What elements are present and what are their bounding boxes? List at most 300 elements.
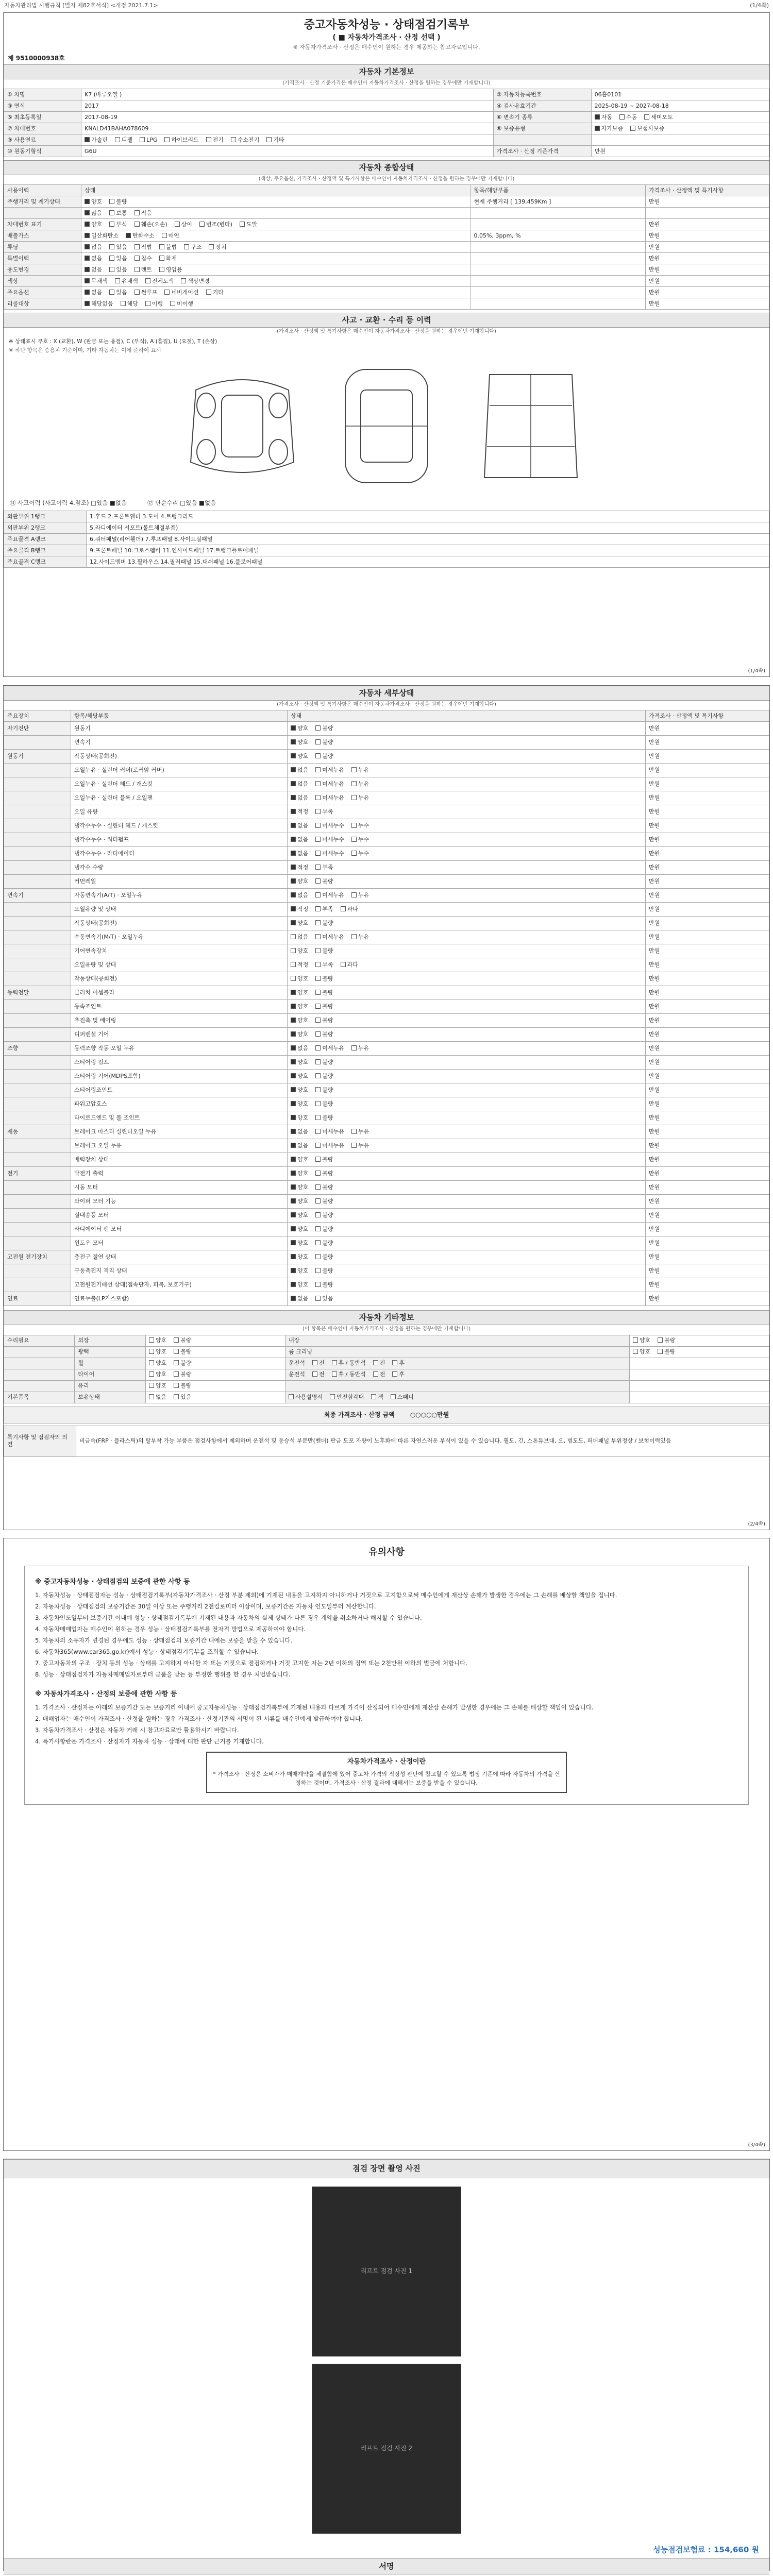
checkbox[interactable] <box>633 1349 638 1354</box>
checkbox[interactable] <box>149 1383 154 1388</box>
checkbox[interactable] <box>291 1018 296 1023</box>
item-label: 주요옵션 <box>4 287 81 298</box>
device-group <box>4 777 71 791</box>
checkbox[interactable] <box>351 1129 357 1134</box>
other-cell: 양호 불량 <box>145 1369 285 1380</box>
section-accident-note: (가격조사 · 산정액 및 특기사항은 매수인이 자동차가격조사 · 산정을 원하는 경우에만 기재합니다) <box>277 329 496 334</box>
field-label <box>493 134 591 146</box>
checkbox[interactable] <box>315 906 321 911</box>
checkbox[interactable] <box>109 256 114 261</box>
checkbox[interactable] <box>85 137 90 142</box>
device-part: 냉각수 수량 <box>71 861 288 875</box>
insurance-fee: 성능점검보험료 : 154,660 원 <box>653 2545 759 2554</box>
car-side-diagram <box>180 359 304 493</box>
page-1-number: (1/4쪽) <box>748 668 765 674</box>
device-group <box>4 1209 71 1223</box>
checkbox[interactable] <box>373 1371 378 1377</box>
device-state: 없음 미세누유 누유 <box>288 764 646 777</box>
checkbox[interactable] <box>209 244 214 249</box>
checkbox[interactable] <box>315 1226 321 1231</box>
checkbox[interactable] <box>291 865 296 870</box>
table-row <box>4 1209 769 1223</box>
checkbox[interactable] <box>315 1059 321 1064</box>
other-cell <box>4 1369 75 1380</box>
checkbox[interactable] <box>289 1394 294 1399</box>
checkbox[interactable] <box>291 823 296 828</box>
device-state: 양호 불량 <box>288 1209 646 1223</box>
notice-list-2 <box>35 1703 738 1747</box>
table-row <box>4 986 769 1000</box>
checkbox[interactable] <box>291 809 296 814</box>
checkbox[interactable] <box>121 301 126 306</box>
checkbox[interactable] <box>315 920 321 925</box>
device-part: 기어변속장치 <box>71 944 288 958</box>
device-part: 작동상태(공회전) <box>71 750 288 764</box>
checkbox[interactable] <box>312 1360 317 1365</box>
checkbox[interactable] <box>315 795 321 800</box>
checkbox[interactable] <box>135 267 140 272</box>
checkbox[interactable] <box>351 892 357 897</box>
checkbox[interactable] <box>115 278 120 283</box>
checkbox[interactable] <box>164 290 170 295</box>
checkbox[interactable] <box>170 301 175 306</box>
checkbox[interactable] <box>206 290 211 295</box>
checkbox[interactable] <box>174 1337 179 1343</box>
table-row <box>4 805 769 819</box>
item-price: 만원 <box>646 287 769 298</box>
other-cell: 보유상태 <box>75 1392 145 1403</box>
table-row <box>4 1111 769 1125</box>
device-part: 스티어링 기어(MDPS포함) <box>71 1070 288 1083</box>
checkbox[interactable] <box>391 1394 396 1399</box>
device-state: 없음 미세누유 누유 <box>288 1042 646 1056</box>
checkbox[interactable] <box>164 137 170 142</box>
checkbox[interactable] <box>291 990 296 995</box>
device-price: 만원 <box>646 722 769 736</box>
checkbox[interactable] <box>184 244 189 249</box>
checkbox[interactable] <box>315 725 321 731</box>
table-row <box>4 1000 769 1014</box>
checkbox[interactable] <box>315 1254 321 1259</box>
checkbox[interactable] <box>174 1349 179 1354</box>
checkbox[interactable] <box>159 256 164 261</box>
checkbox[interactable] <box>315 948 321 953</box>
checkbox[interactable] <box>595 126 600 131</box>
checkbox[interactable] <box>85 267 90 272</box>
page-2 <box>3 685 770 1530</box>
checkbox[interactable] <box>392 1371 397 1377</box>
checkbox[interactable] <box>291 1157 296 1162</box>
device-part: 브레이크 마스터 실린더오일 누유 <box>71 1125 288 1139</box>
table-row <box>4 903 769 917</box>
table-row <box>4 777 769 791</box>
accident-legend: ※ 상태표시 부호 : X (교환), W (판금 또는 용접), C (부식), A (흠집), U (요철), T (손상) <box>9 338 217 345</box>
device-part: 추진축 및 베어링 <box>71 1014 288 1028</box>
table-row <box>4 196 769 208</box>
checkbox[interactable] <box>332 1360 337 1365</box>
table-row <box>4 112 769 123</box>
device-state: 양호 불량 <box>288 1083 646 1097</box>
checkbox[interactable] <box>351 1143 357 1148</box>
device-part: 구동축전지 격리 상태 <box>71 1264 288 1278</box>
item-price: 만원 <box>646 242 769 253</box>
checkbox[interactable] <box>315 1115 321 1120</box>
checkbox[interactable] <box>341 962 346 967</box>
device-group <box>4 1181 71 1195</box>
checkbox[interactable] <box>85 233 90 238</box>
checkbox[interactable] <box>291 1226 296 1231</box>
car-frame-diagram <box>469 359 593 493</box>
table-row <box>4 889 769 903</box>
checkbox[interactable] <box>174 1394 179 1399</box>
panel-rank: 주요골격 C랭크 <box>4 556 87 568</box>
checkbox[interactable] <box>315 1198 321 1204</box>
checkbox[interactable] <box>135 210 140 215</box>
checkbox[interactable] <box>351 1045 357 1050</box>
checkbox[interactable] <box>315 1004 321 1009</box>
checkbox[interactable] <box>174 1383 179 1388</box>
checkbox[interactable] <box>315 1282 321 1287</box>
detail-table <box>4 710 769 1306</box>
checkbox[interactable] <box>126 233 131 238</box>
checkbox[interactable] <box>85 256 90 261</box>
section-summary-title: 자동차 종합상태 <box>4 160 769 175</box>
item-detail <box>470 276 645 287</box>
section-other-note: (이 항목은 매수인이 자동차가격조사 · 산정을 원하는 경우에만 기재합니다) <box>302 1326 471 1332</box>
checkbox[interactable] <box>315 990 321 995</box>
table-row <box>4 764 769 777</box>
checkbox[interactable] <box>315 739 321 744</box>
checkbox[interactable] <box>373 1360 378 1365</box>
checkbox[interactable] <box>85 301 90 306</box>
checkbox[interactable] <box>315 1268 321 1273</box>
checkbox[interactable] <box>315 809 321 814</box>
item-label: 용도변경 <box>4 264 81 276</box>
checkbox[interactable] <box>291 1171 296 1176</box>
table-row <box>4 534 769 545</box>
checkbox[interactable] <box>240 222 245 227</box>
device-group <box>4 1056 71 1070</box>
device-group <box>4 1264 71 1278</box>
checkbox[interactable] <box>291 753 296 758</box>
checkbox[interactable] <box>135 222 140 227</box>
table-row <box>4 208 769 219</box>
checkbox[interactable] <box>315 837 321 842</box>
device-group <box>4 1014 71 1028</box>
checkbox[interactable] <box>291 1184 296 1190</box>
checkbox[interactable] <box>315 1240 321 1245</box>
checkbox[interactable] <box>315 753 321 758</box>
device-state: 양호 불량 <box>288 1028 646 1042</box>
checkbox[interactable] <box>109 267 114 272</box>
checkbox[interactable] <box>291 837 296 842</box>
device-price: 만원 <box>646 1167 769 1181</box>
checkbox[interactable] <box>315 1157 321 1162</box>
item-label <box>4 208 81 219</box>
checkbox[interactable] <box>291 795 296 800</box>
device-price: 만원 <box>646 972 769 986</box>
checkbox[interactable] <box>291 1087 296 1092</box>
other-cell <box>629 1369 769 1380</box>
field-value: KNALD41BAHA078609 <box>81 123 494 134</box>
checkbox[interactable] <box>291 920 296 925</box>
checkbox[interactable] <box>633 1337 638 1343</box>
table-row <box>4 1097 769 1111</box>
checkbox[interactable] <box>85 290 90 295</box>
item-price <box>646 208 769 219</box>
notice-title: 유의사항 <box>368 1547 405 1557</box>
table-row <box>4 791 769 805</box>
panel-rank: 외판부위 1랭크 <box>4 511 87 522</box>
checkbox[interactable] <box>392 1360 397 1365</box>
checkbox[interactable] <box>330 1394 335 1399</box>
checkbox[interactable] <box>85 244 90 249</box>
checkbox[interactable] <box>85 210 90 215</box>
notice-item: 4. 특기사항란은 가격조사 · 산정자가 자동차 성능 · 상태에 대한 판단 근거를 기재합니다. <box>35 1738 264 1745</box>
panel-parts: 5.라디에이터 서포트(볼트체결부품) <box>87 522 769 534</box>
checkbox[interactable] <box>291 962 296 967</box>
checkbox[interactable] <box>174 1360 179 1365</box>
notice-list-1 <box>35 1590 738 1680</box>
device-part: 수동변속기(M/T) · 오일누유 <box>71 930 288 944</box>
car-top-diagram <box>325 359 448 493</box>
checkbox[interactable] <box>145 301 150 306</box>
checkbox[interactable] <box>291 781 296 786</box>
checkbox[interactable] <box>85 199 90 204</box>
checkbox[interactable] <box>315 1143 321 1148</box>
checkbox[interactable] <box>291 851 296 856</box>
other-cell: 양호 불량 <box>145 1346 285 1358</box>
checkbox[interactable] <box>291 725 296 731</box>
checkbox[interactable] <box>315 1045 321 1050</box>
checkbox[interactable] <box>315 1087 321 1092</box>
field-value: 2025-08-19 ~ 2027-08-18 <box>591 100 769 112</box>
device-group <box>4 1236 71 1250</box>
checkbox[interactable] <box>351 781 357 786</box>
checkbox[interactable] <box>291 1031 296 1037</box>
checkbox[interactable] <box>315 1031 321 1037</box>
table-row <box>4 1042 769 1056</box>
table-row <box>4 253 769 264</box>
field-label: ⑩ 원동기형식 <box>4 146 81 157</box>
table-row <box>4 1028 769 1042</box>
checkbox[interactable] <box>315 851 321 856</box>
checkbox[interactable] <box>595 114 600 120</box>
checkbox[interactable] <box>315 1184 321 1190</box>
checkbox[interactable] <box>291 1143 296 1148</box>
checkbox[interactable] <box>315 934 321 939</box>
checkbox[interactable] <box>315 878 321 884</box>
checkbox[interactable] <box>149 1337 154 1343</box>
table-row <box>4 146 769 157</box>
checkbox[interactable] <box>315 1129 321 1134</box>
checkbox[interactable] <box>149 1394 154 1399</box>
checkbox[interactable] <box>291 934 296 939</box>
section-other-title: 자동차 기타정보 <box>4 1310 769 1325</box>
item-detail <box>470 219 645 230</box>
checkbox[interactable] <box>291 1059 296 1064</box>
device-part: 변속기 <box>71 736 288 750</box>
table-row <box>4 1358 769 1369</box>
checkbox[interactable] <box>181 278 186 283</box>
notice-item: 4. 자동차매매업자는 매수인이 원하는 경우 성능 · 상태점검기록부를 전자적 방법으로 제공하여야 합니다. <box>35 1625 306 1633</box>
checkbox[interactable] <box>341 906 346 911</box>
checkbox[interactable] <box>291 1004 296 1009</box>
device-group: 조향 <box>4 1042 71 1056</box>
checkbox[interactable] <box>159 267 164 272</box>
checkbox[interactable] <box>162 233 167 238</box>
checkbox[interactable] <box>199 222 205 227</box>
table-row <box>4 522 769 534</box>
checkbox[interactable] <box>351 837 357 842</box>
checkbox[interactable] <box>291 1129 296 1134</box>
checkbox[interactable] <box>135 256 140 261</box>
device-state: 양호 불량 <box>288 1236 646 1250</box>
checkbox[interactable] <box>315 1212 321 1217</box>
checkbox[interactable] <box>206 137 211 142</box>
checkbox[interactable] <box>291 1282 296 1287</box>
checkbox[interactable] <box>291 948 296 953</box>
checkbox[interactable] <box>315 823 321 828</box>
checkbox[interactable] <box>315 1073 321 1078</box>
table-row <box>4 722 769 736</box>
checkbox[interactable] <box>291 906 296 911</box>
checkbox[interactable] <box>291 1045 296 1050</box>
item-detail: 0.05%, 3ppm, % <box>470 230 645 242</box>
checkbox[interactable] <box>351 795 357 800</box>
checkbox[interactable] <box>135 290 140 295</box>
checkbox[interactable] <box>315 962 321 967</box>
device-price: 만원 <box>646 1000 769 1014</box>
device-state: 적정 부족 <box>288 805 646 819</box>
checkbox[interactable] <box>630 126 635 131</box>
checkbox[interactable] <box>332 1371 337 1377</box>
document-number: 제 9510000938호 <box>8 54 65 62</box>
checkbox[interactable] <box>291 767 296 772</box>
device-group: 원동기 <box>4 750 71 764</box>
checkbox[interactable] <box>658 1337 663 1343</box>
notice-heading-2: ※ 자동차가격조사 · 산정의 보증에 관한 사항 등 <box>35 1690 177 1698</box>
other-cell: 운전석 전 후 / 동반석 전 후 <box>285 1358 629 1369</box>
checkbox[interactable] <box>315 1296 321 1301</box>
item-state: 양호 부식 훼손(오손) 상이 변조(변타) 도말 <box>81 219 471 230</box>
checkbox[interactable] <box>149 1360 154 1365</box>
device-part: 시동 모터 <box>71 1181 288 1195</box>
price-info-text: * 가격조사 · 산정은 소비자가 매매계약을 체결함에 있어 중고차 가격의 적정성 판단에 참고할 수 있도록 법정 기준에 따라 자동차의 가격을 산정하는 것이며, 가격조사 · 산정 결과에 대해서는 보증을 받을 수 있습니다. <box>213 1770 560 1787</box>
checkbox[interactable] <box>291 892 296 897</box>
checkbox[interactable] <box>109 222 114 227</box>
checkbox[interactable] <box>231 137 236 142</box>
checkbox[interactable] <box>315 1171 321 1176</box>
checkbox[interactable] <box>109 244 114 249</box>
checkbox[interactable] <box>291 1296 296 1301</box>
checkbox[interactable] <box>315 1101 321 1106</box>
field-label: ⑧ 보증유형 <box>493 123 591 134</box>
checkbox[interactable] <box>619 114 625 120</box>
checkbox[interactable] <box>351 823 357 828</box>
device-part: 파워고압호스 <box>71 1097 288 1111</box>
device-group <box>4 1195 71 1209</box>
checkbox[interactable] <box>315 767 321 772</box>
checkbox[interactable] <box>315 1018 321 1023</box>
table-row <box>4 1014 769 1028</box>
item-price: 만원 <box>646 298 769 310</box>
item-label: 리콜대상 <box>4 298 81 310</box>
checkbox[interactable] <box>175 222 180 227</box>
checkbox[interactable] <box>658 1349 663 1354</box>
checkbox[interactable] <box>291 1254 296 1259</box>
checkbox[interactable] <box>291 1073 296 1078</box>
other-cell: 내장 <box>285 1335 629 1346</box>
device-price: 만원 <box>646 1125 769 1139</box>
checkbox[interactable] <box>291 739 296 744</box>
item-detail <box>470 208 645 219</box>
checkbox[interactable] <box>109 210 114 215</box>
table-row <box>4 545 769 556</box>
final-price-amount: ○○○○○만원 <box>410 1411 449 1418</box>
checkbox[interactable] <box>145 278 150 283</box>
checkbox[interactable] <box>291 1268 296 1273</box>
other-cell <box>285 1380 629 1392</box>
checkbox[interactable] <box>159 244 164 249</box>
checkbox[interactable] <box>109 290 114 295</box>
device-group <box>4 805 71 819</box>
checkbox[interactable] <box>644 114 649 120</box>
checkbox[interactable] <box>351 767 357 772</box>
panel-parts: 1.후드 2.프론트휀더 3.도어 4.트렁크리드 <box>87 511 769 522</box>
table-row <box>4 1139 769 1153</box>
checkbox[interactable] <box>315 781 321 786</box>
checkbox[interactable] <box>291 1115 296 1120</box>
checkbox[interactable] <box>315 892 321 897</box>
device-group <box>4 944 71 958</box>
checkbox[interactable] <box>291 1212 296 1217</box>
device-state: 없음 있음 <box>288 1292 646 1306</box>
checkbox[interactable] <box>174 1371 179 1377</box>
checkbox[interactable] <box>312 1371 317 1377</box>
table-row <box>4 944 769 958</box>
checkbox[interactable] <box>85 222 90 227</box>
checkbox[interactable] <box>291 1198 296 1204</box>
checkbox[interactable] <box>315 976 321 981</box>
checkbox[interactable] <box>266 137 272 142</box>
device-price: 만원 <box>646 1195 769 1209</box>
checkbox[interactable] <box>291 976 296 981</box>
device-price: 만원 <box>646 1181 769 1195</box>
checkbox[interactable] <box>149 1371 154 1377</box>
checkbox[interactable] <box>140 137 145 142</box>
checkbox[interactable] <box>291 878 296 884</box>
checkbox[interactable] <box>109 199 114 204</box>
device-price: 만원 <box>646 750 769 764</box>
device-state: 없음 미세누수 누수 <box>288 819 646 833</box>
checkbox[interactable] <box>291 1240 296 1245</box>
checkbox[interactable] <box>115 137 120 142</box>
checkbox[interactable] <box>149 1349 154 1354</box>
device-price: 만원 <box>646 875 769 889</box>
checkbox[interactable] <box>135 244 140 249</box>
device-state: 없음 미세누수 누수 <box>288 847 646 861</box>
device-price: 만원 <box>646 1250 769 1264</box>
device-group <box>4 958 71 972</box>
checkbox[interactable] <box>85 278 90 283</box>
checkbox[interactable] <box>315 865 321 870</box>
checkbox[interactable] <box>351 934 357 939</box>
checkbox[interactable] <box>371 1394 376 1399</box>
special-notes-label: 특기사항 및 점검자의 의견 <box>4 1426 76 1456</box>
checkbox[interactable] <box>351 851 357 856</box>
checkbox[interactable] <box>291 1101 296 1106</box>
